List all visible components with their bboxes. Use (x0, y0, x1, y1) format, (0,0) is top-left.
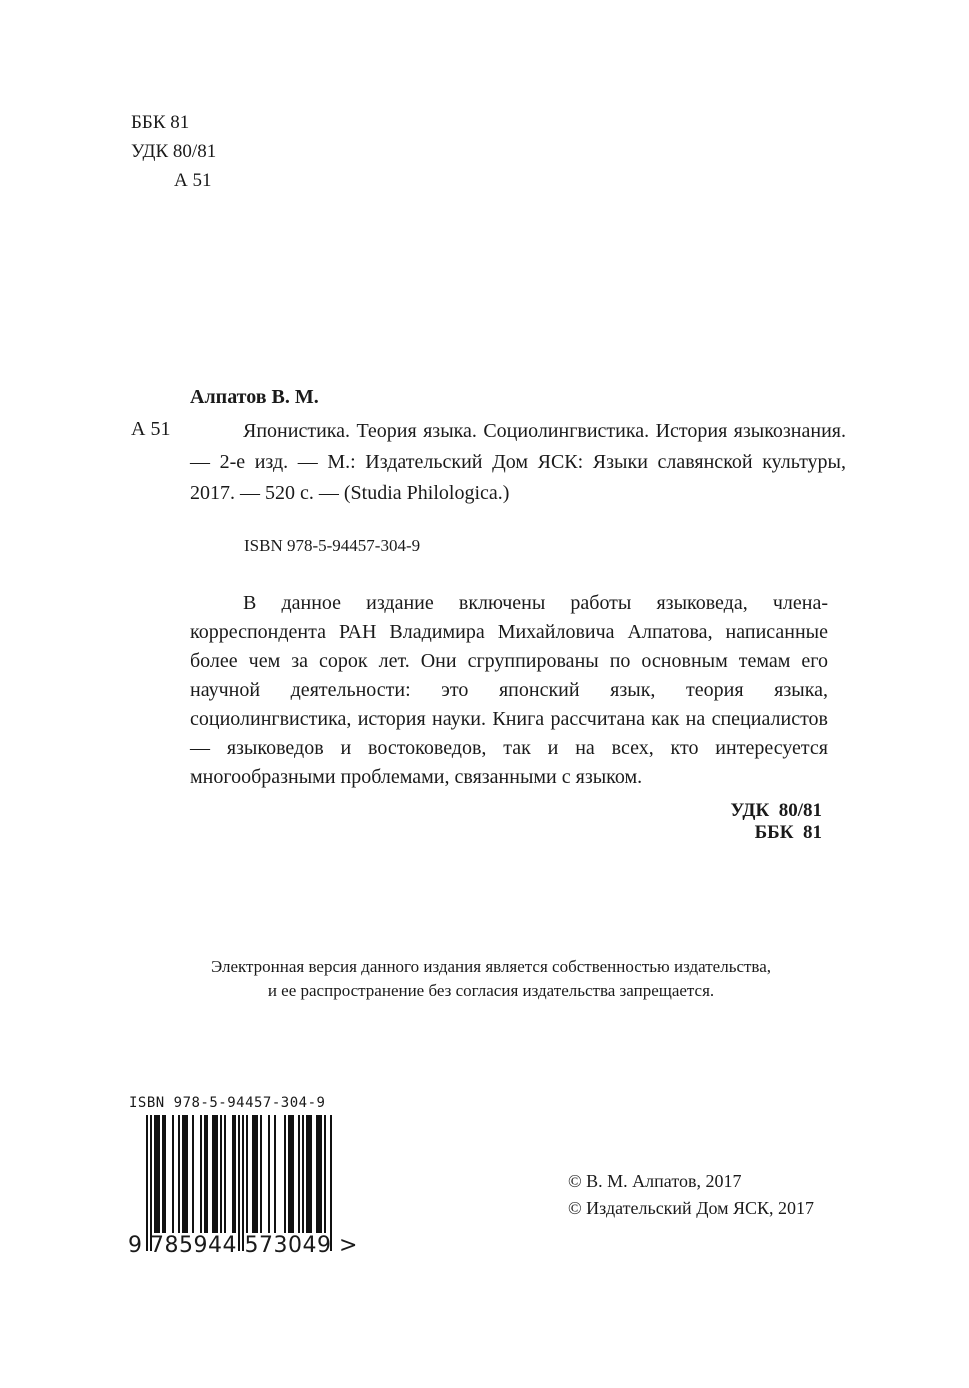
bbk-index: ББК 81 (754, 822, 822, 843)
barcode-bar (224, 1115, 226, 1233)
barcode-bar (146, 1115, 148, 1251)
copyright-notice (131, 955, 851, 1003)
barcode-bar (154, 1115, 156, 1233)
barcode-bar (292, 1115, 294, 1233)
notice-line-2: и ее распространение без согласия издательства запрещается. (267, 981, 715, 1000)
barcode-bar (298, 1115, 300, 1233)
barcode-bar (232, 1115, 234, 1233)
barcode-bar (164, 1115, 166, 1233)
barcode-bar (252, 1115, 254, 1233)
barcode-bar (288, 1115, 290, 1233)
barcode-bar (260, 1115, 262, 1233)
classification-block (131, 108, 216, 195)
barcode-bar (162, 1115, 164, 1233)
barcode-bar (234, 1115, 236, 1233)
barcode-bar (284, 1115, 286, 1233)
barcode-bar (200, 1115, 202, 1233)
barcode-bar (156, 1115, 158, 1233)
barcode-bar (220, 1115, 222, 1233)
barcode-bar (172, 1115, 174, 1233)
barcode-bar (306, 1115, 308, 1233)
barcode-bar (150, 1115, 152, 1251)
barcode-bar (206, 1115, 208, 1233)
isbn-number: ISBN 978-5-94457-304-9 (244, 536, 421, 555)
udk-code: УДК 80/81 (131, 141, 217, 162)
barcode-bar (330, 1115, 332, 1251)
barcode-bar (204, 1115, 206, 1233)
barcode-bar (238, 1115, 240, 1251)
barcode-bar (318, 1115, 320, 1233)
barcode-bar (184, 1115, 186, 1233)
bbk-code: ББК 81 (131, 112, 190, 133)
udk-index: УДК 80/81 (730, 800, 822, 821)
barcode-bar (214, 1115, 216, 1233)
barcode-bar (290, 1115, 292, 1233)
barcode-isbn-text: ISBN 978-5-94457-304-9 (129, 1095, 326, 1111)
barcode-bar (158, 1115, 160, 1233)
barcode-digits: 9 785944 573049 > (128, 1233, 358, 1258)
barcode-bar (192, 1115, 194, 1233)
barcode-bar (320, 1115, 322, 1233)
barcode-bar (182, 1115, 184, 1233)
barcode-bar (254, 1115, 256, 1233)
barcode-bar (256, 1115, 258, 1233)
author-code: А 51 (174, 170, 212, 191)
barcode-bar (302, 1115, 304, 1233)
copyright-block (568, 1168, 814, 1222)
copyright-author: © В. М. Алпатов, 2017 (568, 1171, 742, 1191)
barcode-bar (246, 1115, 248, 1233)
barcode-bar (268, 1115, 270, 1233)
barcode-bar (186, 1115, 188, 1233)
barcode-bar (316, 1115, 318, 1233)
notice-line-1: Электронная версия данного издания является собственностью издательства, (210, 957, 772, 976)
barcode-bar (310, 1115, 312, 1233)
barcode-bar (216, 1115, 218, 1233)
barcode-bar (212, 1115, 214, 1233)
index-codes-block (680, 800, 822, 844)
barcode-bar (274, 1115, 276, 1233)
barcode-bar (324, 1115, 326, 1233)
barcode-bar (242, 1115, 244, 1251)
copyright-publisher: © Издательский Дом ЯСК, 2017 (568, 1198, 815, 1218)
abstract-text: В данное издание включены работы языковеда, члена-корреспондента РАН Владимира Михайловича Алпатова, написанные более чем за сорок лет. Они сгруппированы по основным темам его научной деятельности: это японский язык, теория языка, социолингвистика, история науки. Книга рассчитана как на специалистов — языковедов и востоковедов, так и на всех, кто интересуется многообразными проблемами, связанными с языком. (190, 592, 828, 788)
cutter-code: А 51 (131, 418, 171, 440)
bibliographic-description: Японистика. Теория языка. Социолингвистика. История языкознания. — 2-е изд. — М.: Издательский Дом ЯСК: Языки славянской культуры, 2017. — 520 с. — (Studia Philologica.) (190, 420, 846, 504)
isbn-barcode (126, 1095, 356, 1270)
barcode-bar (178, 1115, 180, 1233)
author-name: Алпатов В. М. (190, 386, 319, 408)
barcode-bar (308, 1115, 310, 1233)
